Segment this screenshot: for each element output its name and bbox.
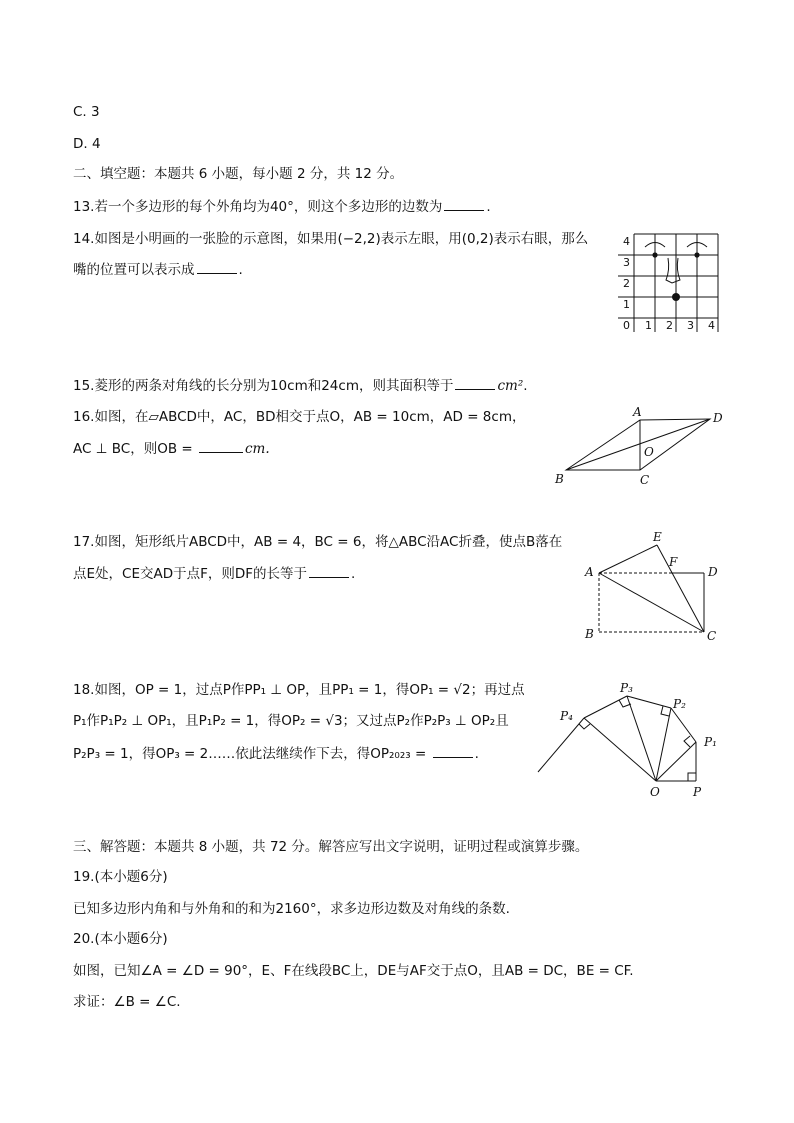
label-p1: P₁ — [704, 735, 717, 749]
question-14-line-2 — [73, 259, 243, 280]
label-b: B — [585, 627, 594, 641]
right-eye-dot — [694, 252, 699, 257]
label-p: P — [693, 785, 702, 799]
question-20-title: 20.(本小题6分) — [73, 931, 168, 947]
segment-op1 — [656, 742, 696, 781]
section-3-header: 三、解答题：本题共 8 小题，共 72 分。解答应写出文字说明，证明过程或演算步骤。 — [73, 839, 589, 855]
question-17-end: . — [351, 566, 356, 582]
label-c: C — [640, 473, 650, 487]
answer-blank-13[interactable] — [444, 196, 484, 211]
question-14-end: . — [238, 262, 243, 278]
continuation-line — [538, 718, 584, 772]
answer-blank-15[interactable] — [455, 375, 495, 390]
question-16-unit: cm. — [245, 441, 270, 457]
question-18-line-2: P₁作P₁P₂ ⊥ OP₁，且P₁P₂ = 1，得OP₂ = √3；又过点P₂作P₂P₃ ⊥ OP₂且 — [73, 713, 509, 729]
question-17-line-1: 17.如图，矩形纸片ABCD中，AB = 4，BC = 6，将△ABC沿AC折叠，使点B落在 — [73, 534, 563, 550]
grid-x-label-1: 1 — [645, 319, 652, 332]
answer-blank-14[interactable] — [197, 259, 237, 274]
question-19-body: 已知多边形内角和与外角和的和为2160°，求多边形边数及对角线的条数. — [73, 901, 510, 917]
label-d: D — [708, 565, 718, 579]
grid-x-label-2: 2 — [666, 319, 673, 332]
diagonal-bd — [566, 419, 710, 470]
left-eye-dot — [652, 252, 657, 257]
label-p3: P₃ — [620, 681, 633, 695]
grid-x-label-3: 3 — [687, 319, 694, 332]
label-o: O — [644, 445, 654, 459]
grid-x-label-0: 0 — [623, 319, 630, 332]
folded-rectangle-figure — [580, 528, 730, 646]
question-13-text: 13.若一个多边形的每个外角均为40°，则这个多边形的边数为 — [73, 199, 443, 215]
label-p2: P₂ — [673, 697, 686, 711]
parallelogram-figure — [548, 404, 738, 490]
right-angle-p1 — [684, 736, 690, 747]
question-17-text: 点E处，CE交AD于点F，则DF的长等于 — [73, 566, 308, 582]
question-16-line-1: 16.如图，在▱ABCD中，AC，BD相交于点O，AB = 10cm，AD = 8cm， — [73, 409, 526, 425]
label-o: O — [650, 785, 660, 799]
question-14-text: 嘴的位置可以表示成 — [73, 262, 195, 278]
answer-blank-16[interactable] — [199, 438, 243, 453]
label-a: A — [633, 405, 642, 419]
grid-x-label-4: 4 — [708, 319, 715, 332]
label-b: B — [555, 472, 564, 486]
question-14-line-1: 14.如图是小明画的一张脸的示意图，如果用(−2,2)表示左眼，用(0,2)表示右眼，那么 — [73, 231, 589, 247]
question-16-text: AC ⊥ BC，则OB = — [73, 441, 197, 457]
question-20-body: 如图，已知∠A = ∠D = 90°，E、F在线段BC上，DE与AF交于点O，且AB = DC，BE = CF. — [73, 963, 634, 979]
segment-p3p4 — [584, 696, 627, 718]
question-15-unit: cm² — [497, 378, 524, 394]
face-grid-figure — [612, 228, 724, 336]
label-e: E — [653, 530, 662, 544]
mouth-dot — [672, 293, 680, 301]
right-angle-p — [688, 773, 696, 781]
label-p4: P₄ — [560, 709, 573, 723]
grid-y-label-4: 4 — [623, 235, 630, 248]
grid-y-label-2: 2 — [623, 277, 630, 290]
answer-blank-18[interactable] — [433, 743, 473, 758]
edge-ae — [599, 545, 657, 573]
grid-y-label-3: 3 — [623, 256, 630, 269]
segment-op2 — [656, 708, 671, 781]
question-15-end: . — [523, 378, 528, 394]
question-18-text: P₂P₃ = 1，得OP₃ = 2……依此法继续作下去，得OP₂₀₂₃ = — [73, 746, 431, 762]
question-17-line-2 — [73, 563, 355, 584]
label-c: C — [707, 629, 717, 643]
question-13 — [73, 196, 491, 217]
question-15 — [73, 375, 528, 396]
answer-blank-17[interactable] — [309, 563, 349, 578]
segment-p2p3 — [627, 696, 671, 708]
label-d: D — [713, 411, 723, 425]
question-20-proof: 求证：∠B = ∠C. — [73, 994, 181, 1010]
label-a: A — [585, 565, 594, 579]
question-18-line-3 — [73, 743, 479, 764]
option-d: D. 4 — [73, 136, 101, 152]
option-c: C. 3 — [73, 104, 100, 120]
question-13-end: . — [486, 199, 491, 215]
question-15-text: 15.菱形的两条对角线的长分别为10cm和24cm，则其面积等于 — [73, 378, 454, 394]
nose — [666, 258, 680, 283]
segment-p1p2 — [671, 708, 696, 742]
right-angle-p4 — [579, 724, 590, 729]
spiral-right-triangles-figure — [530, 680, 730, 800]
question-18-line-1: 18.如图，OP = 1，过点P作PP₁ ⊥ OP，且PP₁ = 1，得OP₁ = √2；再过点 — [73, 682, 525, 698]
grid-y-label-1: 1 — [623, 298, 630, 311]
question-16-line-2 — [73, 438, 270, 459]
section-2-header: 二、填空题：本题共 6 小题，每小题 2 分，共 12 分。 — [73, 166, 404, 182]
label-f: F — [669, 555, 678, 569]
question-18-end: . — [474, 746, 479, 762]
question-19-title: 19.(本小题6分) — [73, 869, 168, 885]
